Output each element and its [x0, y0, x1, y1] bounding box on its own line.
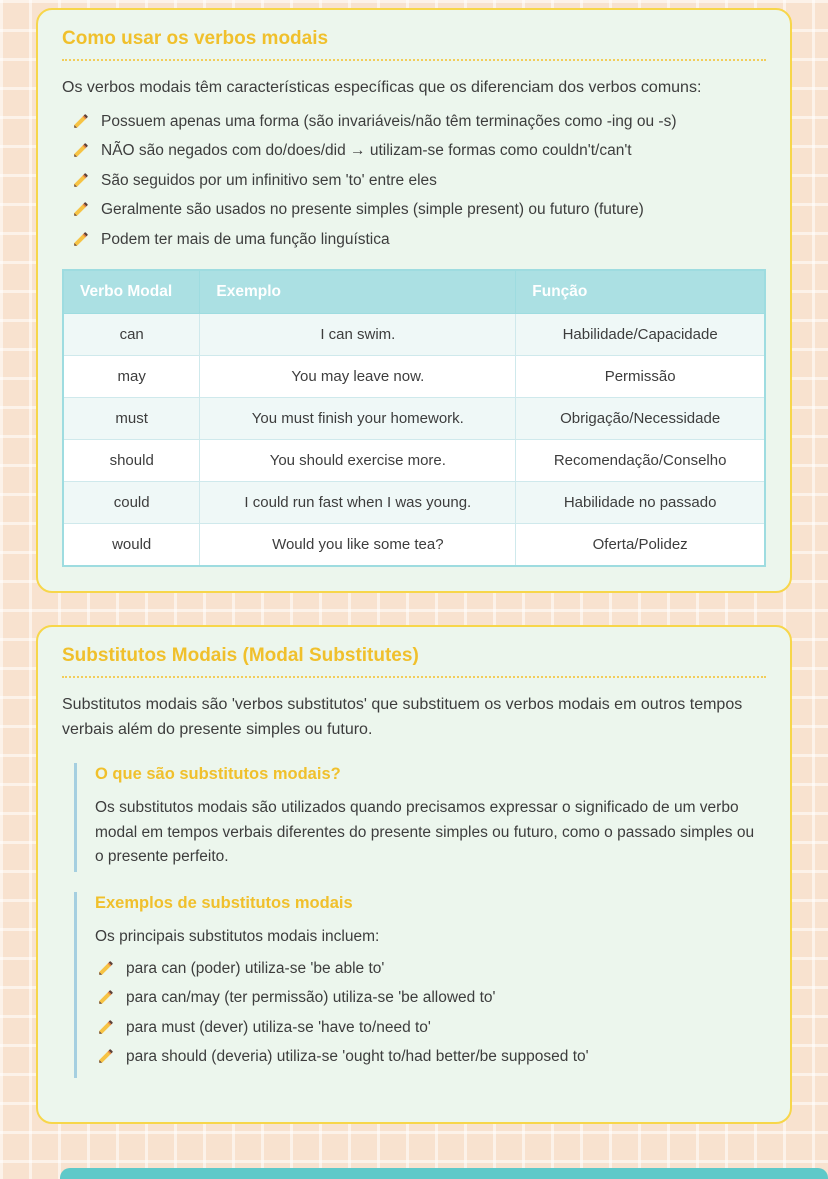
- cell-exemplo: I can swim.: [200, 314, 516, 356]
- bullet-text: NÃO são negados com do/does/did → utilizam-se formas como couldn't/can't: [101, 142, 632, 160]
- pencil-icon: [72, 200, 90, 218]
- table-row: [63, 482, 765, 524]
- intro-text: Os verbos modais têm características específicas que os diferenciam dos verbos comuns:: [62, 79, 702, 96]
- cell-verbo: must: [63, 398, 200, 440]
- subsection-body: Os substitutos modais são utilizados quando precisamos expressar o significado de um verbo modal em tempos verbais diferentes do presente simples ou futuro, como o passado simples ou o presente perfeito.: [95, 798, 755, 866]
- pencil-icon: [72, 230, 90, 248]
- subsection-title: O que são substitutos modais?: [95, 764, 341, 783]
- pencil-icon: [72, 112, 90, 130]
- list-item: [72, 111, 766, 133]
- pencil-icon: [72, 141, 90, 159]
- cell-verbo: can: [63, 314, 200, 356]
- table-row: [63, 314, 765, 356]
- header-exemplo: Exemplo: [200, 270, 516, 314]
- list-item: [97, 1017, 766, 1039]
- subsection-body: Os principais substitutos modais incluem:: [95, 928, 380, 946]
- header-funcao: Função: [516, 270, 765, 314]
- bullet-text: Possuem apenas uma forma (são invariáveis/não têm terminações como -ing ou -s): [101, 112, 677, 130]
- bullet-text: para can (poder) utiliza-se 'be able to': [126, 959, 385, 977]
- cell-funcao: Habilidade/Capacidade: [516, 314, 765, 356]
- list-item: [72, 199, 766, 221]
- table-row: [63, 440, 765, 482]
- list-item: [72, 229, 766, 251]
- cell-verbo: should: [63, 440, 200, 482]
- bullet-text: para must (dever) utiliza-se 'have to/need to': [126, 1018, 431, 1036]
- bullet-text: Geralmente são usados no presente simples (simple present) ou futuro (future): [101, 201, 644, 219]
- cell-exemplo: You should exercise more.: [200, 440, 516, 482]
- cell-funcao: Obrigação/Necessidade: [516, 398, 765, 440]
- cell-exemplo: Would you like some tea?: [200, 524, 516, 567]
- cell-verbo: could: [63, 482, 200, 524]
- list-item: [97, 1046, 766, 1068]
- card-substitutos-modais: [36, 625, 792, 1124]
- list-item: [97, 987, 766, 1009]
- bullet-text: para can/may (ter permissão) utiliza-se 'be allowed to': [126, 989, 496, 1007]
- intro-text: Substitutos modais são 'verbos substitutos' que substituem os verbos modais em outros tempos verbais além do presente simples ou futuro.: [62, 696, 743, 738]
- cell-exemplo: I could run fast when I was young.: [200, 482, 516, 524]
- cell-verbo: would: [63, 524, 200, 567]
- cell-exemplo: You may leave now.: [200, 356, 516, 398]
- subsection-title: Exemplos de substitutos modais: [95, 894, 353, 913]
- card-title: Substitutos Modais (Modal Substitutes): [62, 645, 766, 678]
- header-verbo-modal: Verbo Modal: [63, 270, 200, 314]
- subsection-o-que-sao: [74, 763, 766, 872]
- pencil-icon: [97, 959, 115, 977]
- pencil-icon: [72, 171, 90, 189]
- modal-verbs-feature-list: [72, 111, 766, 251]
- cell-exemplo: You must finish your homework.: [200, 398, 516, 440]
- list-item: [97, 958, 766, 980]
- pencil-icon: [97, 1018, 115, 1036]
- cell-funcao: Oferta/Polidez: [516, 524, 765, 567]
- bullet-text: São seguidos por um infinitivo sem 'to' entre eles: [101, 171, 437, 189]
- list-item: [72, 140, 766, 162]
- substitutes-list: [97, 958, 766, 1069]
- bullet-text: Podem ter mais de uma função linguística: [101, 230, 390, 248]
- cell-funcao: Recomendação/Conselho: [516, 440, 765, 482]
- table-row: [63, 524, 765, 567]
- list-item: [72, 170, 766, 192]
- cell-funcao: Habilidade no passado: [516, 482, 765, 524]
- cell-funcao: Permissão: [516, 356, 765, 398]
- table-body: [63, 314, 765, 567]
- card-como-usar-verbos-modais: [36, 8, 792, 593]
- table-row: [63, 356, 765, 398]
- next-section-peek-bar: [60, 1168, 828, 1179]
- table-row: [63, 398, 765, 440]
- table-header-row: [63, 270, 765, 314]
- pencil-icon: [97, 988, 115, 1006]
- cell-verbo: may: [63, 356, 200, 398]
- card-title: Como usar os verbos modais: [62, 28, 766, 61]
- modal-verbs-table: [62, 269, 766, 567]
- subsection-exemplos: [74, 892, 766, 1078]
- bullet-text: para should (deveria) utiliza-se 'ought to/had better/be supposed to': [126, 1048, 589, 1066]
- pencil-icon: [97, 1047, 115, 1065]
